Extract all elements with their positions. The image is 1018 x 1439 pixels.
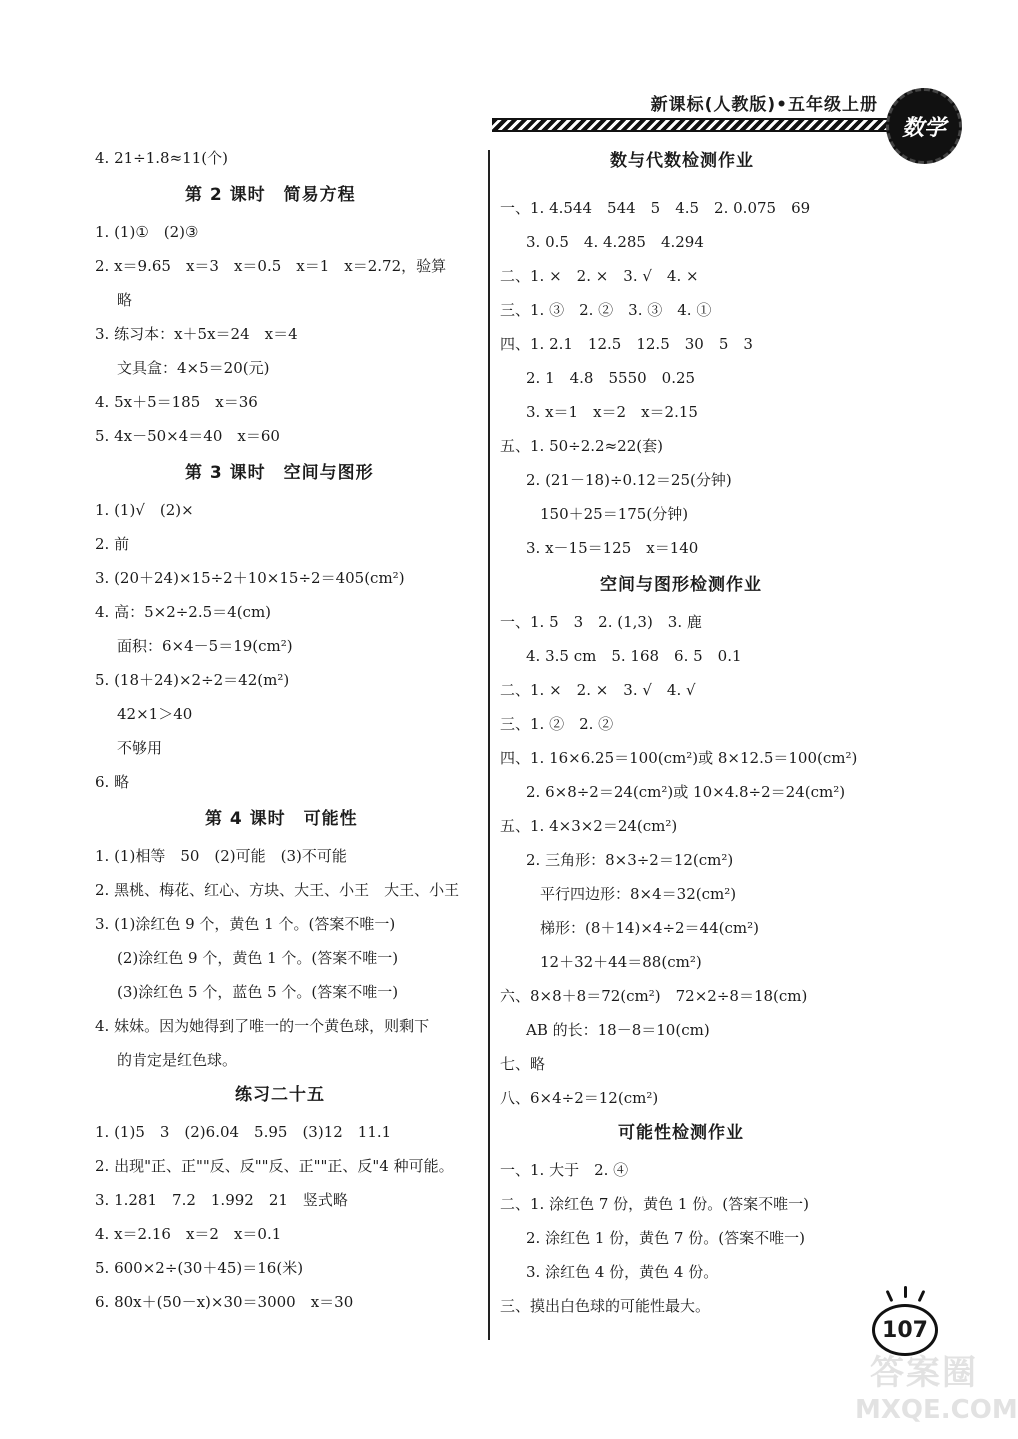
- answer-line: 3. 1.281 7.2 1.992 21 竖式略: [95, 1191, 348, 1209]
- answer-line: 1. (1)① (2)③: [95, 223, 199, 241]
- answer-line: 2. 黑桃、梅花、红心、方块、大王、小王 大王、小王: [95, 881, 460, 899]
- section-heading: 第 4 课时 可能性: [205, 809, 358, 829]
- answer-line: 平行四边形：8×4＝32(cm²): [540, 885, 737, 903]
- answer-line: 6. 80x＋(50－x)×30＝3000 x＝30: [95, 1293, 354, 1311]
- section-heading: 练习二十五: [235, 1085, 325, 1105]
- page-number: 107: [882, 1317, 928, 1343]
- answer-line: 2. 前: [95, 535, 130, 553]
- answer-line: 3. (1)涂红色 9 个，黄色 1 个。(答案不唯一): [95, 915, 396, 933]
- answer-line: 5. 600×2÷(30＋45)＝16(米): [95, 1259, 304, 1277]
- answer-line: 1. (1)相等 50 (2)可能 (3)不可能: [95, 847, 347, 865]
- answer-line: 2. 1 4.8 5550 0.25: [526, 369, 696, 387]
- answer-line: (2)涂红色 9 个，黄色 1 个。(答案不唯一): [117, 949, 399, 967]
- answer-line: 1. (1)√ (2)×: [95, 501, 194, 519]
- answer-line: 3. x－15＝125 x＝140: [526, 539, 699, 557]
- answer-line: 四、1. 16×6.25＝100(cm²)或 8×12.5＝100(cm²): [500, 749, 858, 767]
- decor-ray: [904, 1286, 907, 1298]
- answer-line: 2. 出现"正、正""反、反""反、正""正、反"4 种可能。: [95, 1157, 454, 1175]
- answer-line: 3. (20＋24)×15÷2＋10×15÷2＝405(cm²): [95, 569, 405, 587]
- answer-line: 一、1. 大于 2. ④: [500, 1161, 629, 1179]
- answer-line: 12＋32＋44＝88(cm²): [540, 953, 702, 971]
- answer-line: 三、摸出白色球的可能性最大。: [500, 1297, 711, 1315]
- answer-line: 三、1. ③ 2. ② 3. ③ 4. ①: [500, 301, 712, 319]
- subject-badge: [886, 88, 962, 164]
- answer-line: 四、1. 2.1 12.5 12.5 30 5 3: [500, 335, 753, 353]
- answer-line: 2. 涂红色 1 份，黄色 7 份。(答案不唯一): [526, 1229, 805, 1247]
- answer-line: 2. (21－18)÷0.12＝25(分钟): [526, 471, 732, 489]
- answer-line: 2. 6×8÷2＝24(cm²)或 10×4.8÷2＝24(cm²): [526, 783, 846, 801]
- answer-line: 4. 5x＋5＝185 x＝36: [95, 393, 258, 411]
- decor-ray: [886, 1290, 894, 1302]
- answer-line: 五、1. 4×3×2＝24(cm²): [500, 817, 678, 835]
- section-heading: 第 2 课时 简易方程: [185, 185, 356, 205]
- answer-line: 一、1. 4.544 544 5 4.5 2. 0.075 69: [500, 199, 811, 217]
- answer-line: 4. 高：5×2÷2.5＝4(cm): [95, 603, 272, 621]
- answer-line: 150＋25＝175(分钟): [540, 505, 689, 523]
- answer-line: 不够用: [117, 739, 163, 757]
- section-heading: 第 3 课时 空间与图形: [185, 463, 374, 483]
- answer-line: 4. x＝2.16 x＝2 x＝0.1: [95, 1225, 282, 1243]
- answer-line: (3)涂红色 5 个，蓝色 5 个。(答案不唯一): [117, 983, 399, 1001]
- column-divider: [488, 150, 490, 1340]
- answer-line: 4. 3.5 cm 5. 168 6. 5 0.1: [526, 647, 742, 665]
- answer-line: 六、8×8＋8＝72(cm²) 72×2÷8＝18(cm): [500, 987, 808, 1005]
- section-heading: 空间与图形检测作业: [600, 575, 762, 595]
- answer-line: 3. 练习本：x＋5x＝24 x＝4: [95, 325, 298, 343]
- answer-line: 二、1. × 2. × 3. √ 4. √: [500, 681, 696, 699]
- answer-line: 3. x＝1 x＝2 x＝2.15: [526, 403, 698, 421]
- decor-ray: [918, 1290, 926, 1302]
- answer-line: 五、1. 50÷2.2≈22(套): [500, 437, 663, 455]
- answer-line: 3. 0.5 4. 4.285 4.294: [526, 233, 704, 251]
- answer-line: 42×1＞40: [117, 705, 193, 723]
- answer-line: 七、略: [500, 1055, 546, 1073]
- watermark-logo: 答案圈: [870, 1353, 978, 1393]
- answer-line: 梯形：(8＋14)×4÷2＝44(cm²): [540, 919, 759, 937]
- answer-line: 4. 妹妹。因为她得到了唯一的一个黄色球，则剩下: [95, 1017, 430, 1035]
- answer-line: 2. x＝9.65 x＝3 x＝0.5 x＝1 x＝2.72，验算: [95, 257, 447, 275]
- answer-line: 的肯定是红色球。: [117, 1051, 238, 1069]
- answer-line: 3. 涂红色 4 份，黄色 4 份。: [526, 1263, 719, 1281]
- answer-line: 5. (18＋24)×2÷2＝42(m²): [95, 671, 290, 689]
- answer-line: 二、1. 涂红色 7 份，黄色 1 份。(答案不唯一): [500, 1195, 809, 1213]
- section-heading: 数与代数检测作业: [610, 151, 754, 171]
- answer-line: 八、6×4÷2＝12(cm²): [500, 1089, 659, 1107]
- watermark-url: MXQE.COM: [855, 1395, 1018, 1425]
- answer-line: 4. 21÷1.8≈11(个): [95, 149, 228, 167]
- answer-line: 5. 4x－50×4＝40 x＝60: [95, 427, 280, 445]
- answer-line: 文具盒：4×5＝20(元): [117, 359, 270, 377]
- answer-line: 三、1. ② 2. ②: [500, 715, 614, 733]
- book-title: 新课标(人教版)•五年级上册: [650, 95, 878, 115]
- answer-line: 面积：6×4－5＝19(cm²): [117, 637, 293, 655]
- answer-line: 二、1. × 2. × 3. √ 4. ×: [500, 267, 699, 285]
- answer-line: 一、1. 5 3 2. (1,3) 3. 鹿: [500, 613, 702, 631]
- answer-line: 6. 略: [95, 773, 130, 791]
- section-heading: 可能性检测作业: [618, 1123, 744, 1143]
- answer-line: 1. (1)5 3 (2)6.04 5.95 (3)12 11.1: [95, 1123, 392, 1141]
- answer-line: 略: [117, 291, 133, 309]
- subject-badge-label: 数学: [901, 115, 946, 141]
- answer-line: AB 的长：18－8＝10(cm): [526, 1021, 710, 1039]
- answer-line: 2. 三角形：8×3÷2＝12(cm²): [526, 851, 734, 869]
- header-decorative-band: [492, 118, 922, 132]
